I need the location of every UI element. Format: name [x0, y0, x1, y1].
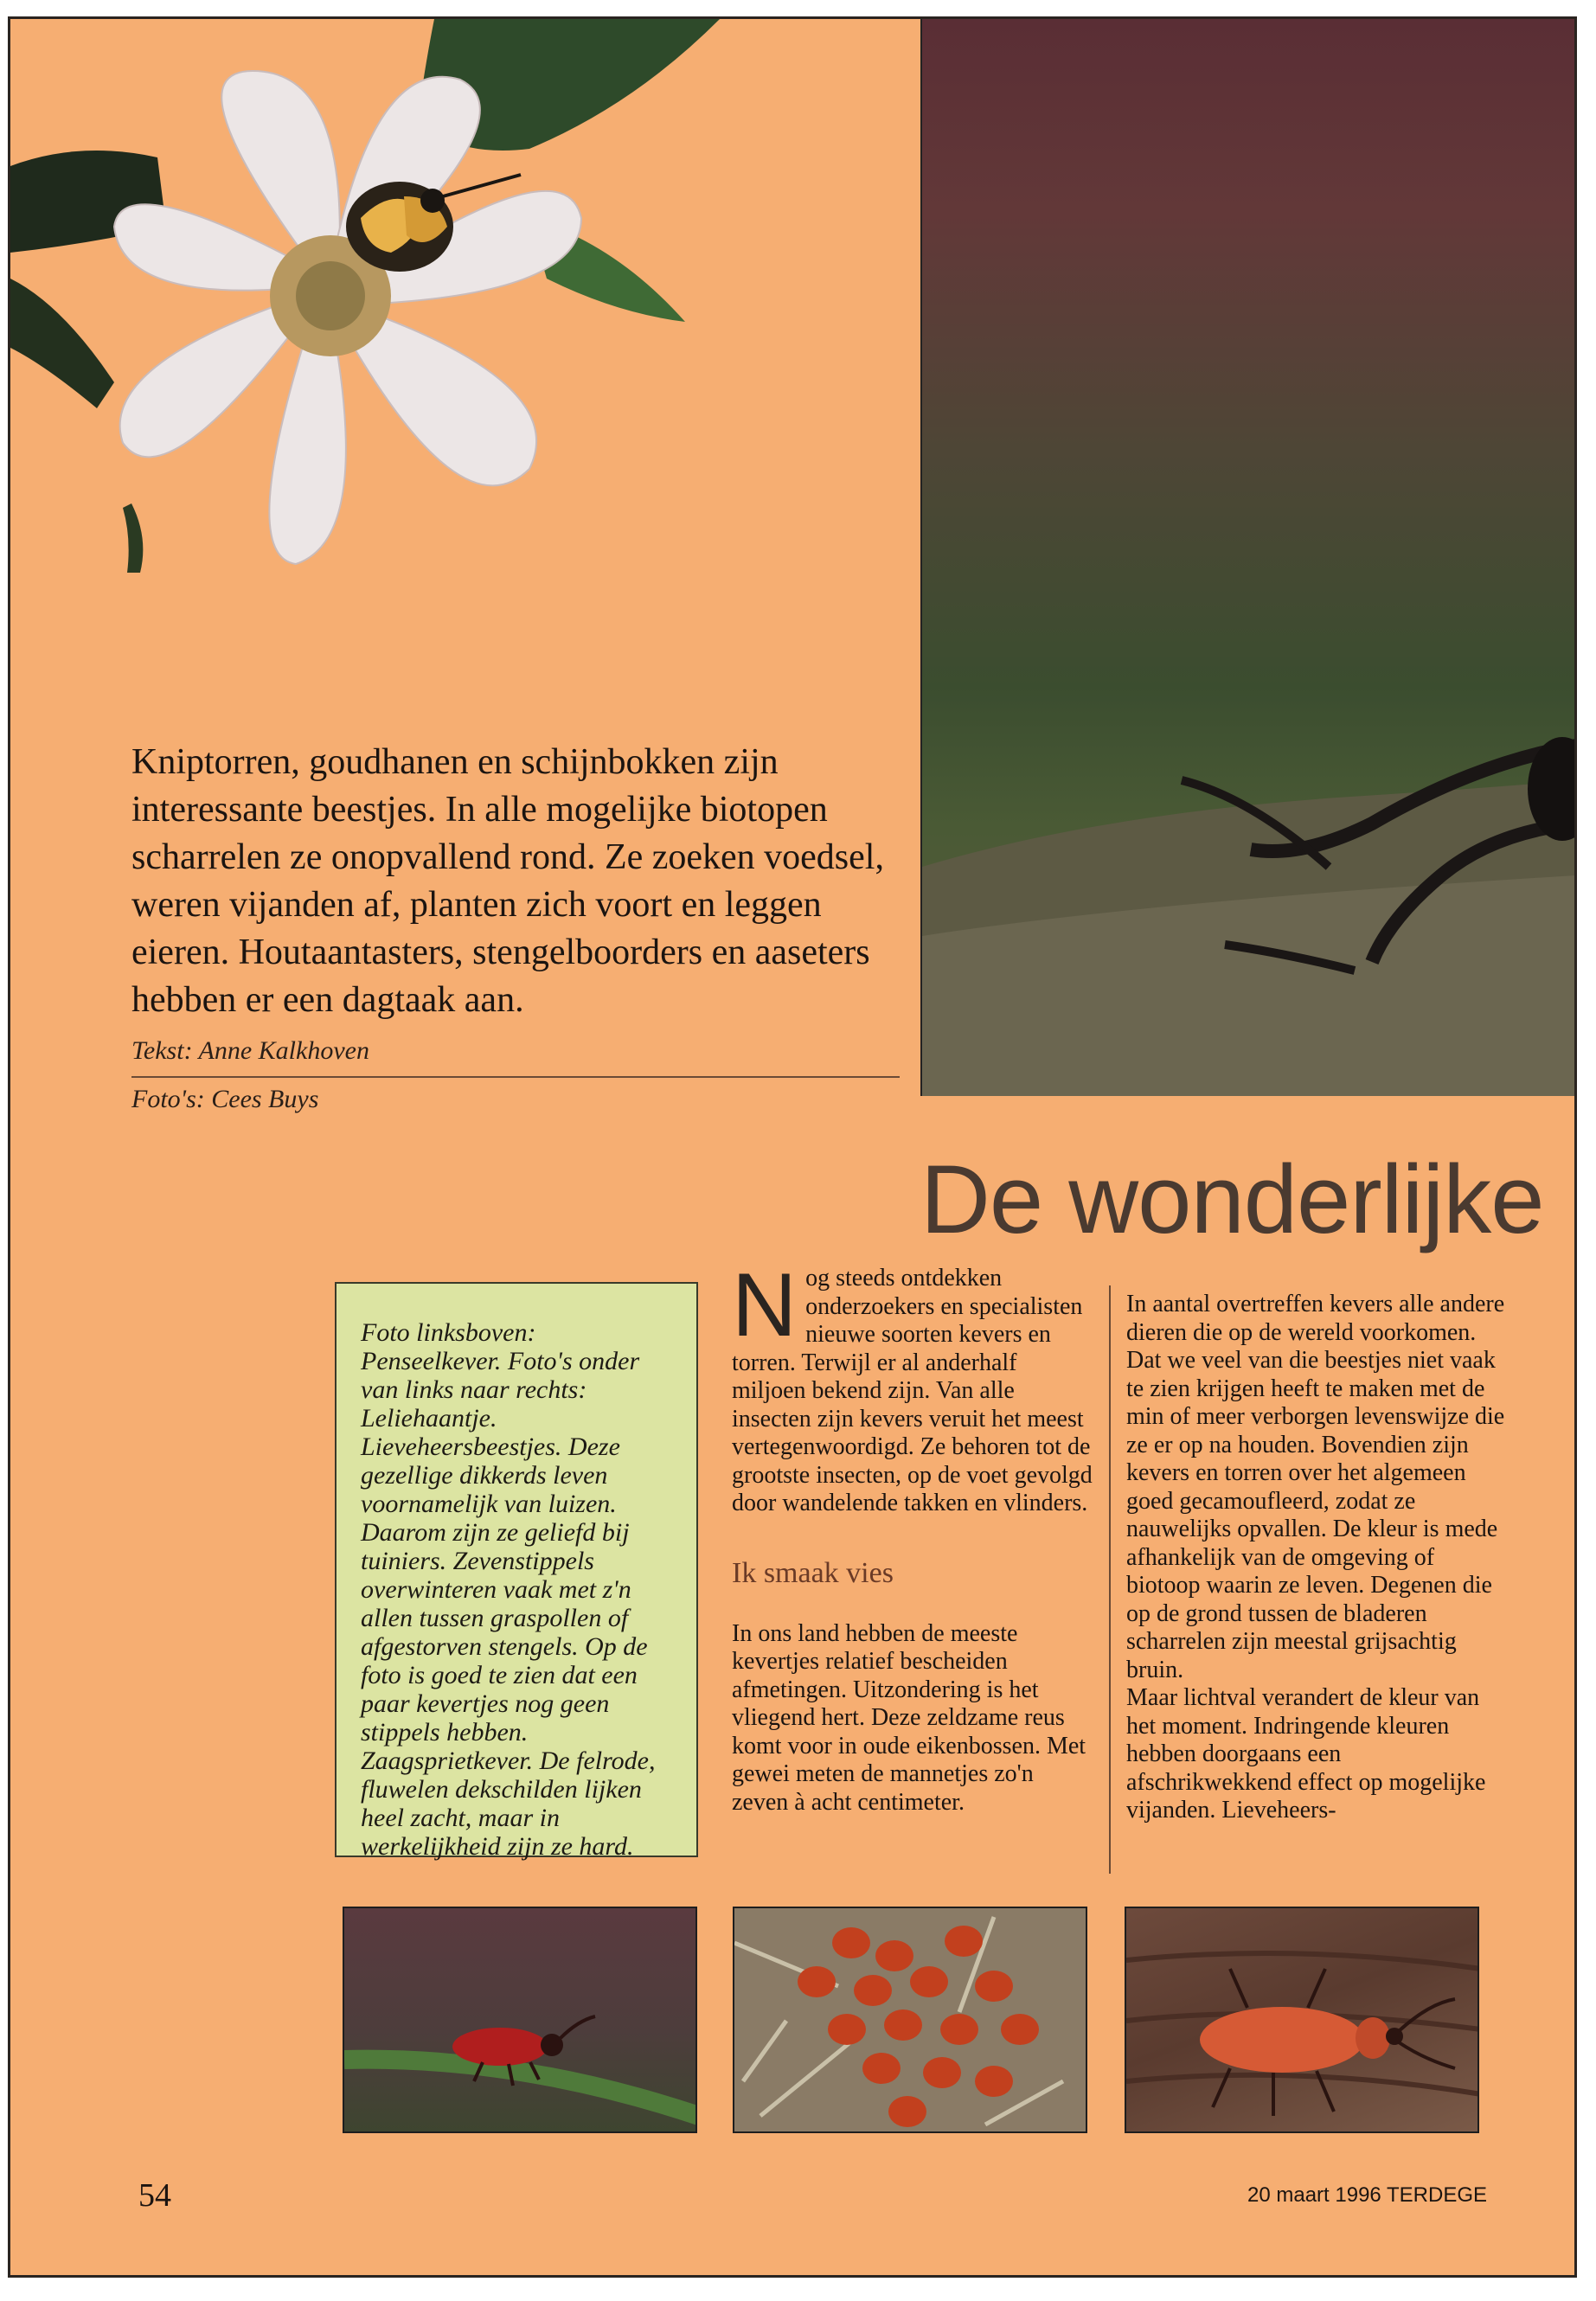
column-divider	[1109, 1285, 1111, 1874]
cardinal-beetle-photo	[1125, 1907, 1479, 2133]
page-number: 54	[138, 2177, 171, 2214]
section-subheading: Ik smaak vies	[732, 1556, 894, 1589]
photo-credit: Foto's: Cees Buys	[131, 1085, 319, 1113]
article-column-1	[732, 1255, 1095, 1817]
article-paragraph-1: og steeds ontdekken onderzoekers en specialisten nieuwe soorten kevers en torren. Terwijl er al anderhalf miljoen bekend zijn. Van alle insecten zijn kevers veruit het meest vertegenwoordigd. Ze behoren tot de grootste insecten, op de voet gevolgd door wandelende takken en vlinders.	[732, 1265, 1093, 1516]
article-paragraph-4: Maar lichtval verandert de kleur van het moment. Indringende kleuren hebben doorgaans een afschrikwekkend effect op mogelijke vijanden. Lieveheers-	[1126, 1684, 1486, 1823]
drop-cap: N	[732, 1255, 798, 1356]
author-credit: Tekst: Anne Kalkhoven	[131, 1036, 369, 1065]
article-paragraph-3: In aantal overtreffen kevers alle andere dieren die op de wereld voorkomen. Dat we veel van die beestjes niet vaak te zien krijgen heeft te maken met de min of meer verborgen levenswijze die ze er op na houden. Bovendien zijn kevers en torren over het algemeen goed gecamoufleerd, zodat ze nauwelijks opvallen. De kleur is mede afhankelijk van de omgeving of biotoop waarin ze leven. Degenen die op de grond tussen de bladeren scharrelen zijn meestal grijsachtig bruin.	[1126, 1291, 1505, 1683]
lily-beetle-photo	[343, 1907, 697, 2133]
caption-text: Foto linksboven: Penseelkever. Foto's onder van links naar rechts: Leliehaantje. Lieveheersbeestjes. Deze gezellige dikkerds leven voornamelijk van luizen. Daarom zijn ze geliefd bij tuiniers. Zevenstippels overwinteren vaak met z'n allen tussen graspollen of afgestorven stengels. Op de foto is goed te zien dat een paar kevertjes nog geen stippels hebben. Zaagsprietkever. De felrode, fluwelen dekschilden lijken heel zacht, maar in werkelijkheid zijn ze hard.	[361, 1318, 656, 1861]
flower-beetle-photo	[10, 19, 720, 590]
magazine-page	[10, 19, 1574, 2275]
credit-divider	[131, 1076, 900, 1078]
article-title: De wonderlijke	[920, 1145, 1544, 1253]
issue-info: 20 maart 1996 TERDEGE	[1247, 2183, 1488, 2207]
intro-paragraph: Kniptorren, goudhanen en schijnbokken zijn interessante beestjes. In alle mogelijke biotopen scharrelen ze onopvallend rond. Ze zoeken voedsel, weren vijanden af, planten zich voort en leggen eieren. Houtaantasters, stengelboorders en aaseters hebben er een dagtaak aan.	[131, 742, 884, 1020]
stag-beetle-photo	[920, 19, 1574, 1096]
photo-caption-box	[335, 1282, 698, 1861]
article-column-2	[1126, 1291, 1507, 1825]
ladybirds-photo	[733, 1907, 1087, 2133]
article-paragraph-2: In ons land hebben de meeste kevertjes relatief bescheiden afmetingen. Uitzondering is het vliegend hert. Deze zeldzame reus komt voor in oude eikenbossen. Met gewei meten de mannetjes zo'n zeven à acht centimeter.	[732, 1619, 1086, 1816]
